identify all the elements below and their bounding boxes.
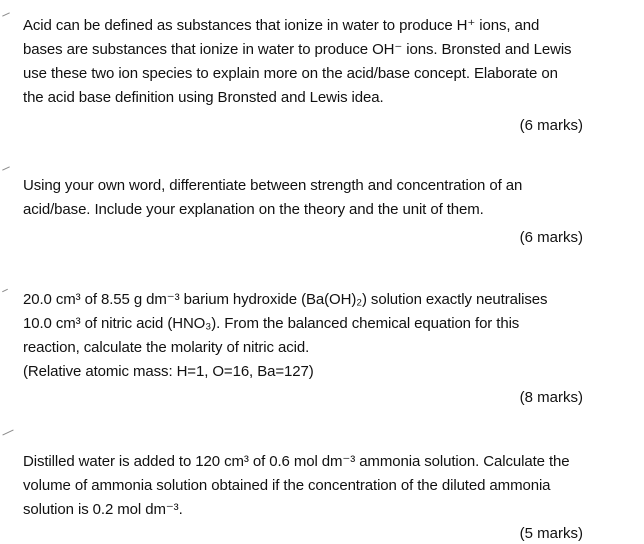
- question-3: [23, 288, 583, 412]
- question-line: bases are substances that ionize in water to produce OH⁻ ions. Bronsted and Lewis: [23, 41, 572, 58]
- question-3-text: [23, 288, 583, 384]
- margin-mark: [2, 430, 13, 436]
- marks-label: (6 marks): [519, 229, 583, 246]
- question-line: volume of ammonia solution obtained if the concentration of the diluted ammonia: [23, 477, 551, 494]
- question-1-text: [23, 14, 583, 110]
- margin-mark: [2, 166, 10, 170]
- question-line: 20.0 cm³ of 8.55 g dm⁻³ barium hydroxide (Ba(OH)₂) solution exactly neutralises: [23, 291, 548, 308]
- marks-label: (5 marks): [519, 525, 583, 542]
- question-line: Using your own word, differentiate between strength and concentration of an: [23, 177, 523, 194]
- question-line: 10.0 cm³ of nitric acid (HNO₃). From the balanced chemical equation for this: [23, 315, 520, 332]
- marks-label: (8 marks): [519, 389, 583, 406]
- question-line: (Relative atomic mass: H=1, O=16, Ba=127): [23, 363, 314, 380]
- question-2: [23, 174, 583, 254]
- question-line: acid/base. Include your explanation on the theory and the unit of them.: [23, 201, 484, 218]
- question-1: [23, 14, 583, 138]
- margin-mark: [2, 12, 10, 16]
- margin-mark: [2, 289, 8, 292]
- question-line: reaction, calculate the molarity of nitric acid.: [23, 339, 310, 356]
- question-line: use these two ion species to explain more on the acid/base concept. Elaborate on: [23, 65, 558, 82]
- question-4: [23, 450, 583, 540]
- question-line: solution is 0.2 mol dm⁻³.: [23, 501, 183, 518]
- question-line: Acid can be defined as substances that ionize in water to produce H⁺ ions, and: [23, 17, 540, 34]
- question-2-text: [23, 174, 583, 222]
- question-4-text: [23, 450, 583, 522]
- marks-label: (6 marks): [519, 117, 583, 134]
- question-line: Distilled water is added to 120 cm³ of 0.6 mol dm⁻³ ammonia solution. Calculate the: [23, 453, 570, 470]
- question-line: the acid base definition using Bronsted and Lewis idea.: [23, 89, 384, 106]
